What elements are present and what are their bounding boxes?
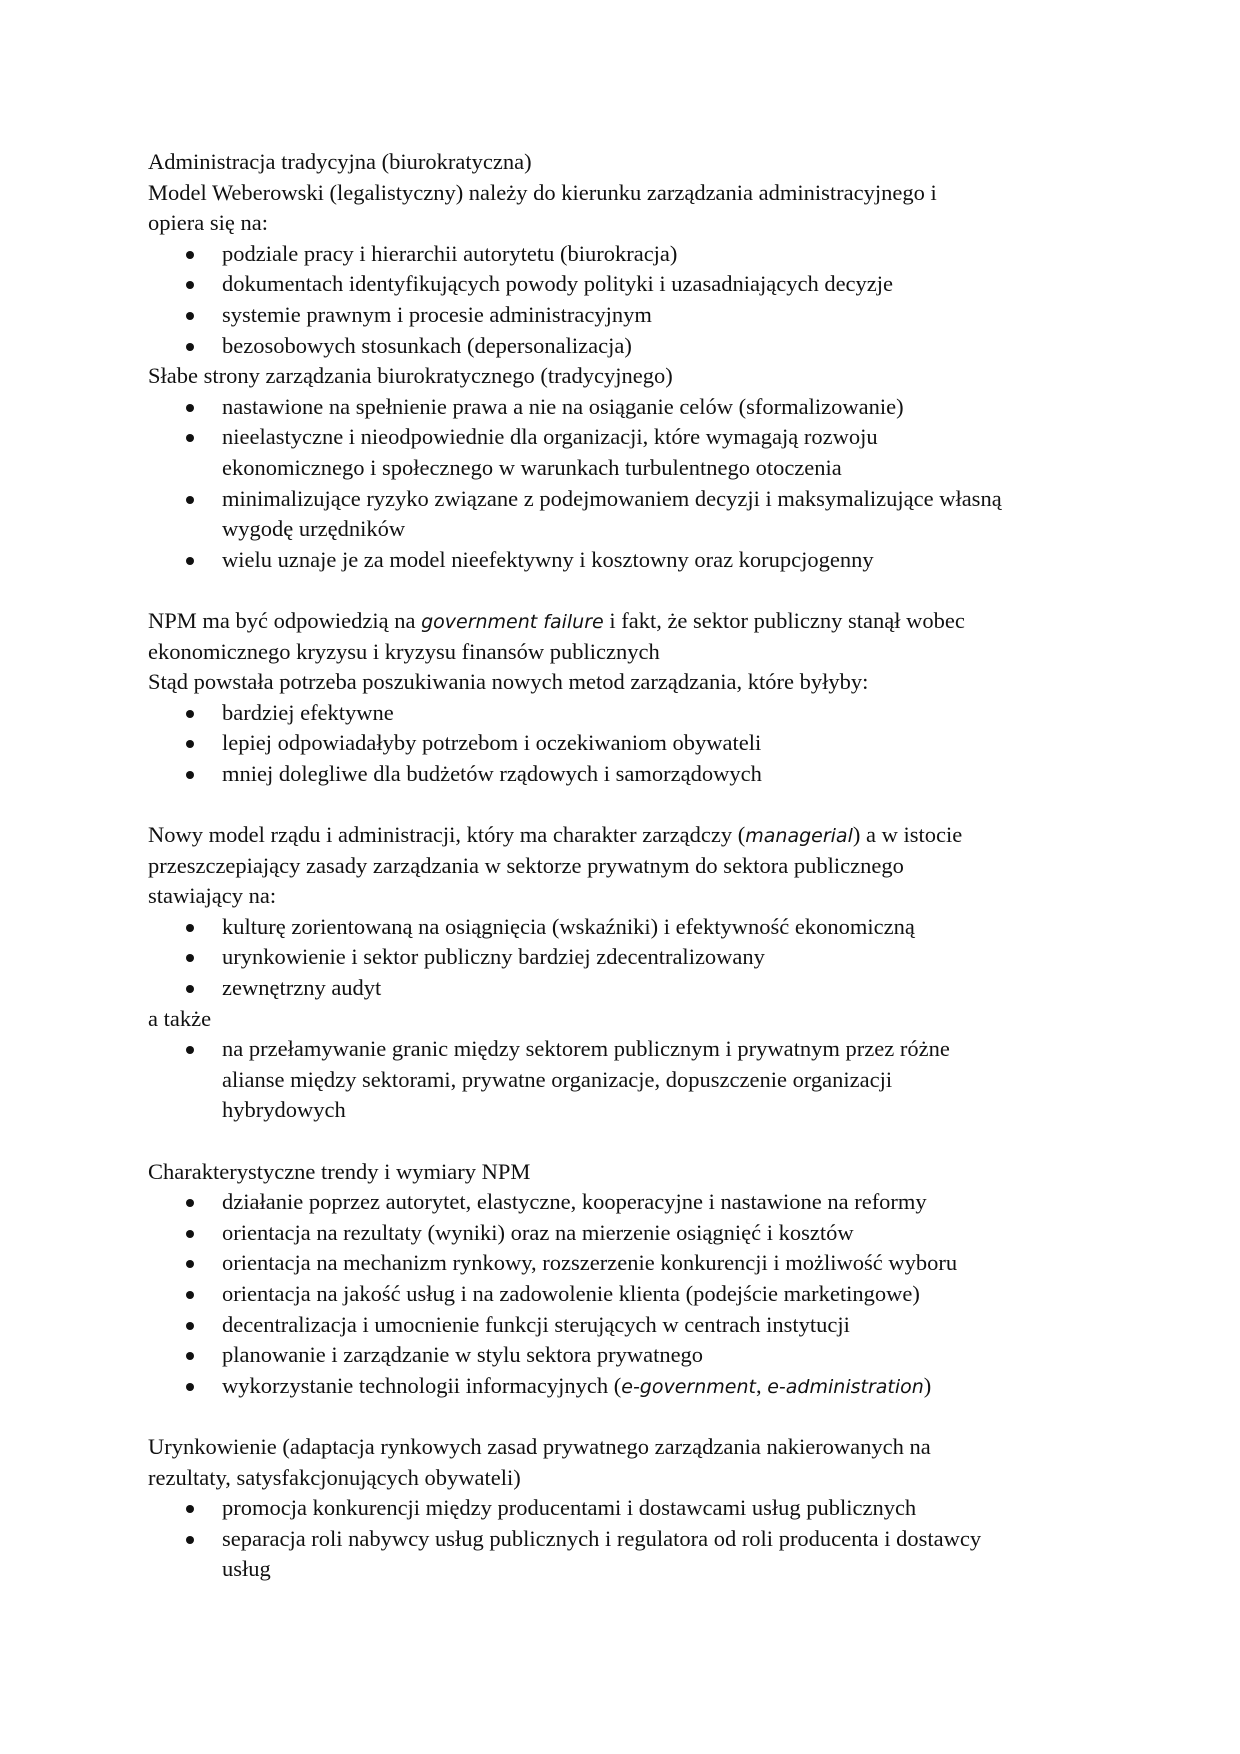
text-run: Charakterystyczne trendy i wymiary NPM	[148, 1158, 531, 1184]
bullet-list	[148, 392, 1108, 576]
text-line	[148, 208, 1108, 239]
text-line	[148, 1463, 1108, 1494]
text-run: systemie prawnym i procesie administracyjnym	[222, 301, 652, 327]
text-run: separacja roli nabywcy usług publicznych i regulatora od roli producenta i dostawcy	[222, 1525, 982, 1551]
list-item	[148, 698, 1108, 729]
text-line	[222, 942, 1108, 973]
bullet-icon	[186, 710, 194, 718]
text-line	[148, 178, 1108, 209]
list-item	[148, 1493, 1108, 1524]
list-item	[148, 942, 1108, 973]
text-line	[222, 484, 1108, 515]
text-line	[222, 1279, 1108, 1310]
text-line	[222, 453, 1108, 484]
text-line	[222, 1248, 1108, 1279]
list-item	[148, 422, 1108, 483]
list-item	[148, 1524, 1108, 1585]
text-run: podziale pracy i hierarchii autorytetu (biurokracja)	[222, 240, 678, 266]
text-run: Model Weberowski (legalistyczny) należy do kierunku zarządzania administracyjnego i	[148, 179, 937, 205]
bullet-list	[148, 1493, 1108, 1585]
bullet-icon	[186, 343, 194, 351]
text-line	[148, 606, 1108, 637]
text-run: Słabe strony zarządzania biurokratycznego (tradycyjnego)	[148, 363, 673, 389]
paragraph	[148, 606, 1108, 698]
bullet-icon	[186, 251, 194, 259]
paragraph	[148, 1004, 1108, 1035]
text-line	[222, 300, 1108, 331]
paragraph	[148, 147, 1108, 178]
text-run: Nowy model rządu i administracji, który ma charakter zarządczy (	[148, 822, 746, 848]
list-item	[148, 1371, 1108, 1402]
bullet-icon	[186, 496, 194, 504]
paragraph	[148, 1157, 1108, 1188]
text-run: lepiej odpowiadałyby potrzebom i oczekiwaniom obywateli	[222, 730, 762, 756]
text-run: ekonomicznego kryzysu i kryzysu finansów publicznych	[148, 638, 660, 664]
text-run: urynkowienie i sektor publiczny bardziej zdecentralizowany	[222, 944, 765, 970]
blank-line	[148, 1126, 1108, 1157]
bullet-icon	[186, 954, 194, 962]
text-line	[222, 1218, 1108, 1249]
text-line	[222, 1524, 1108, 1555]
paragraph	[148, 1432, 1108, 1493]
text-line	[222, 1371, 1108, 1402]
text-line	[222, 392, 1108, 423]
text-run: orientacja na jakość usług i na zadowolenie klienta (podejście marketingowe)	[222, 1280, 920, 1306]
blank-line	[148, 789, 1108, 820]
list-item	[148, 912, 1108, 943]
bullet-list	[148, 912, 1108, 1004]
text-line	[222, 331, 1108, 362]
text-run: dokumentach identyfikujących powody polityki i uzasadniających decyzje	[222, 271, 894, 297]
text-run: stawiający na:	[148, 883, 277, 909]
list-item	[148, 1187, 1108, 1218]
text-run: przeszczepiający zasady zarządzania w sektorze prywatnym do sektora publicznego	[148, 852, 904, 878]
text-run: i fakt, że sektor publiczny stanął wobec	[603, 607, 965, 633]
list-item	[148, 728, 1108, 759]
text-run: Administracja tradycyjna (biurokratyczna)	[148, 149, 532, 174]
text-line	[148, 851, 1108, 882]
text-run: bezosobowych stosunkach (depersonalizacja)	[222, 332, 632, 358]
bullet-icon	[186, 924, 194, 932]
list-item	[148, 1034, 1108, 1126]
bullet-icon	[186, 985, 194, 993]
text-line	[222, 1187, 1108, 1218]
text-line	[222, 1493, 1108, 1524]
text-run: nieelastyczne i nieodpowiednie dla organizacji, które wymagają rozwoju	[222, 424, 878, 450]
bullet-list	[148, 1034, 1108, 1126]
list-item	[148, 759, 1108, 790]
text-line	[222, 422, 1108, 453]
list-item	[148, 973, 1108, 1004]
text-line	[222, 698, 1108, 729]
text-run: ,	[755, 1372, 768, 1398]
text-run: ekonomicznego i społecznego w warunkach turbulentnego otoczenia	[222, 454, 842, 480]
text-run: mniej dolegliwe dla budżetów rządowych i samorządowych	[222, 760, 762, 786]
bullet-icon	[186, 1291, 194, 1299]
text-run: a także	[148, 1005, 212, 1031]
text-line	[148, 881, 1108, 912]
bullet-icon	[186, 740, 194, 748]
bullet-icon	[186, 1230, 194, 1238]
bullet-icon	[186, 1352, 194, 1360]
list-item	[148, 1218, 1108, 1249]
text-line	[148, 147, 1108, 178]
text-run: nastawione na spełnienie prawa a nie na osiąganie celów (sformalizowanie)	[222, 393, 904, 419]
bullet-icon	[186, 312, 194, 320]
text-line	[222, 973, 1108, 1004]
italic-term: e-government	[621, 1375, 756, 1398]
bullet-list	[148, 239, 1108, 361]
document-page	[148, 147, 1108, 1585]
list-item	[148, 300, 1108, 331]
bullet-icon	[186, 1383, 194, 1391]
text-line	[148, 1157, 1108, 1188]
bullet-icon	[186, 1260, 194, 1268]
list-item	[148, 1340, 1108, 1371]
text-run: opiera się na:	[148, 210, 268, 236]
text-run: NPM ma być odpowiedzią na	[148, 607, 422, 633]
text-line	[222, 1034, 1108, 1065]
bullet-icon	[186, 434, 194, 442]
text-run: Urynkowienie (adaptacja rynkowych zasad prywatnego zarządzania nakierowanych na	[148, 1433, 931, 1459]
bullet-icon	[186, 1322, 194, 1330]
bullet-icon	[186, 404, 194, 412]
text-run: kulturę zorientowaną na osiągnięcia (wskaźniki) i efektywność ekonomiczną	[222, 913, 915, 939]
italic-term: e-administration	[767, 1375, 924, 1398]
text-run: wygodę urzędników	[222, 516, 406, 542]
text-run: orientacja na mechanizm rynkowy, rozszerzenie konkurencji i możliwość wyboru	[222, 1250, 958, 1276]
bullet-icon	[186, 281, 194, 289]
text-line	[148, 637, 1108, 668]
text-run: decentralizacja i umocnienie funkcji sterujących w centrach instytucji	[222, 1311, 850, 1337]
text-run: działanie poprzez autorytet, elastyczne, kooperacyjne i nastawione na reformy	[222, 1189, 927, 1215]
text-line	[222, 1065, 1108, 1096]
text-line	[148, 1004, 1108, 1035]
text-line	[222, 1554, 1108, 1585]
bullet-icon	[186, 1199, 194, 1207]
text-line	[222, 1340, 1108, 1371]
list-item	[148, 392, 1108, 423]
text-run: zewnętrzny audyt	[222, 975, 382, 1001]
list-item	[148, 545, 1108, 576]
blank-line	[148, 1401, 1108, 1432]
list-item	[148, 269, 1108, 300]
text-run: wykorzystanie technologii informacyjnych (	[222, 1372, 622, 1398]
bullet-icon	[186, 557, 194, 565]
italic-term: managerial	[745, 825, 853, 848]
text-run: ) a w istocie	[852, 822, 963, 848]
text-line	[148, 361, 1108, 392]
list-item	[148, 239, 1108, 270]
text-run: planowanie i zarządzanie w stylu sektora prywatnego	[222, 1342, 704, 1368]
text-line	[222, 269, 1108, 300]
text-line	[222, 239, 1108, 270]
text-run: alianse między sektorami, prywatne organizacje, dopuszczenie organizacji	[222, 1066, 893, 1092]
bullet-icon	[186, 1046, 194, 1054]
text-run: bardziej efektywne	[222, 699, 394, 725]
bullet-list	[148, 698, 1108, 790]
list-item	[148, 1248, 1108, 1279]
text-run: minimalizujące ryzyko związane z podejmowaniem decyzji i maksymalizujące własną	[222, 485, 1002, 511]
text-run: rezultaty, satysfakcjonujących obywateli)	[148, 1464, 521, 1490]
text-run: wielu uznaje je za model nieefektywny i kosztowny oraz korupcjogenny	[222, 546, 874, 572]
text-line	[148, 820, 1108, 851]
paragraph	[148, 361, 1108, 392]
text-run: )	[923, 1372, 932, 1398]
text-run: hybrydowych	[222, 1097, 346, 1123]
text-line	[222, 514, 1108, 545]
text-line	[222, 1095, 1108, 1126]
paragraph	[148, 820, 1108, 912]
list-item	[148, 1310, 1108, 1341]
list-item	[148, 484, 1108, 545]
list-item	[148, 1279, 1108, 1310]
bullet-icon	[186, 1505, 194, 1513]
text-line	[222, 545, 1108, 576]
text-run: usług	[222, 1556, 271, 1582]
bullet-icon	[186, 1536, 194, 1544]
text-line	[148, 667, 1108, 698]
italic-term: government failure	[421, 610, 604, 633]
text-line	[222, 728, 1108, 759]
text-run: orientacja na rezultaty (wyniki) oraz na mierzenie osiągnięć i kosztów	[222, 1219, 854, 1245]
list-item	[148, 331, 1108, 362]
paragraph	[148, 178, 1108, 239]
text-run: Stąd powstała potrzeba poszukiwania nowych metod zarządzania, które byłyby:	[148, 669, 869, 695]
bullet-list	[148, 1187, 1108, 1401]
text-line	[222, 1310, 1108, 1341]
text-run: promocja konkurencji między producentami i dostawcami usług publicznych	[222, 1495, 917, 1521]
text-line	[148, 1432, 1108, 1463]
text-line	[222, 759, 1108, 790]
text-run: na przełamywanie granic między sektorem publicznym i prywatnym przez różne	[222, 1036, 950, 1062]
text-line	[222, 912, 1108, 943]
bullet-icon	[186, 771, 194, 779]
blank-line	[148, 575, 1108, 606]
